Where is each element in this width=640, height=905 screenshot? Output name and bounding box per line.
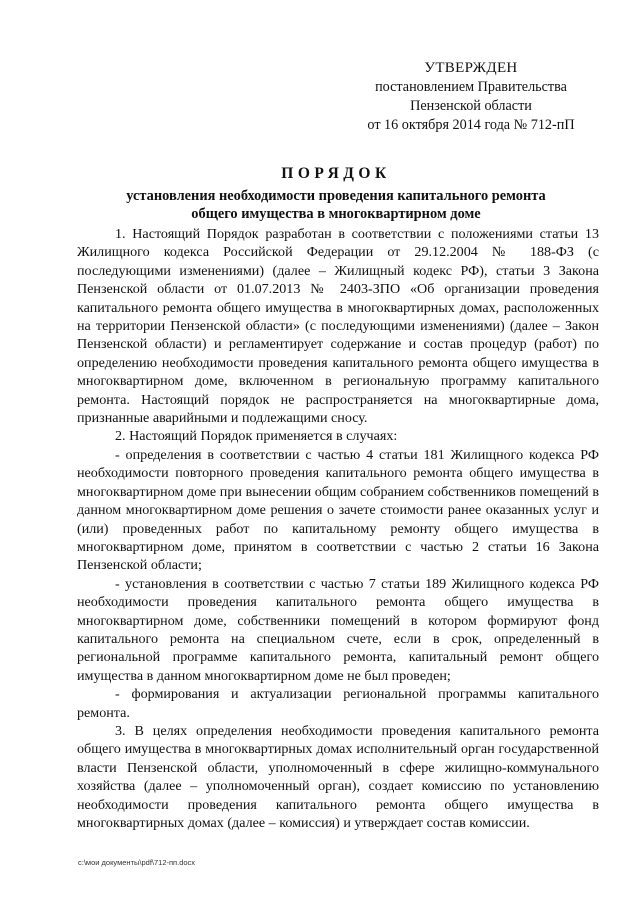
document-title: ПОРЯДОК: [281, 165, 391, 182]
paragraph-2-item-3: - формирования и актуализации региональной программы капитального ремонта.: [77, 686, 599, 721]
paragraph-3: 3. В целях определения необходимости проведения капитального ремонта общего имущества в многоквартирных домах исполнительный орган государственной власти Пензенской области, уполномоченный в сфере жилищно-коммунального хозяйства (далее – уполномоченный орган), создает комиссию по установлению необходимости проведения капитального ремонта общего имущества в многоквартирных домах (далее – комиссия) и утверждает состав комиссии.: [77, 722, 599, 831]
footer-file-path: c:\мои документы\pdf\712-пп.docx: [78, 858, 196, 867]
approval-line-2: Пензенской области: [410, 98, 532, 114]
document-body: [77, 225, 599, 832]
paragraph-2: 2. Настоящий Порядок применяется в случаях:: [115, 428, 398, 445]
document-title-block: [80, 163, 592, 223]
document-subtitle-line-1: установления необходимости проведения капитального ремонта: [126, 188, 546, 204]
paragraph-2-item-1: - определения в соответствии с частью 4 статьи 181 Жилищного кодекса РФ необходимости повторного проведения капитального ремонта общего имущества в многоквартирном доме при вынесении общим собранием собственников помещений в данном многоквартирном доме решения о зачете стоимости ранее оказанных услуг и (или) проведенных работ по капитальному ремонту общего имущества в многоквартирном доме, принятом в соответствии с частью 2 статьи 16 Закона Пензенской области;: [77, 446, 599, 574]
approval-line-3: от 16 октября 2014 года № 712-пП: [367, 117, 575, 133]
approval-line-1: постановлением Правительства: [375, 79, 567, 95]
approval-stamp: [352, 58, 590, 135]
paragraph-2-item-2: - установления в соответствии с частью 7 статьи 189 Жилищного кодекса РФ необходимости проведения капитального ремонта общего имущества в многоквартирном доме, собственники помещений в котором формируют фонд капитального ремонта на специальном счете, если в срок, определенный в региональной программе капитального ремонта, капитальный ремонт общего имущества в данном многоквартирном доме не был проведен;: [77, 575, 599, 684]
paragraph-1: 1. Настоящий Порядок разработан в соответствии с положениями статьи 13 Жилищного кодекса Российской Федерации от 29.12.2004 № 188-ФЗ (с последующими изменениями) (далее – Жилищный кодекс РФ), статьи 3 Закона Пензенской области от 01.07.2013 № 2403-ЗПО «Об организации проведения капитального ремонта общего имущества в многоквартирных домах, расположенных на территории Пензенской области» (с последующими изменениями) (далее – Закон Пензенской области) и регламентирует содержание и состав процедур (работ) по определению необходимости проведения капитального ремонта общего имущества в многоквартирном доме, включенном в региональную программу капитального ремонта. Настоящий порядок не распространяется на многоквартирные дома, признанные аварийными и подлежащими сносу.: [77, 226, 599, 427]
document-subtitle-line-2: общего имущества в многоквартирном доме: [191, 206, 481, 222]
approval-heading: УТВЕРЖДЕН: [424, 60, 518, 76]
